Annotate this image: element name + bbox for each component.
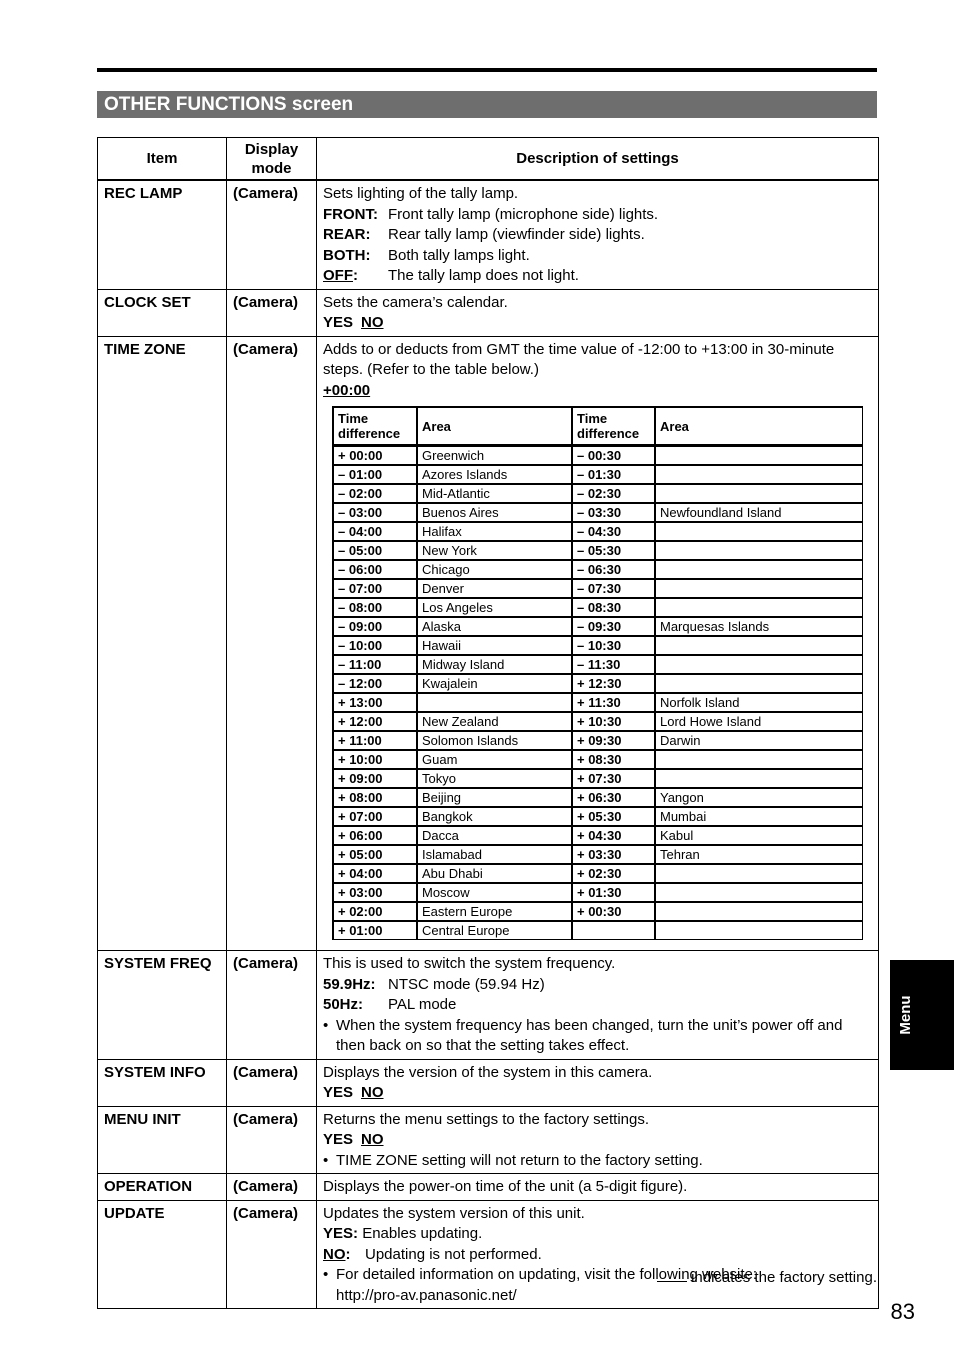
tz-area: Bangkok — [417, 807, 572, 826]
tz-time-difference: + 03:00 — [333, 883, 417, 902]
tz-header-time-difference: Time difference — [333, 407, 417, 446]
option-59-9hz: 59.9Hz: NTSC mode (59.94 Hz) — [323, 975, 545, 993]
tz-time-difference: – 11:30 — [572, 655, 655, 674]
description-text: This is used to switch the system frequency. — [323, 955, 616, 972]
tz-row — [333, 845, 862, 864]
tz-area: Islamabad — [417, 845, 572, 864]
row-system-freq — [98, 951, 879, 1060]
tz-row — [333, 636, 862, 655]
description — [317, 1200, 879, 1309]
tz-row — [333, 465, 862, 484]
tz-time-difference: – 11:00 — [333, 655, 417, 674]
option-off: OFF: The tally lamp does not light. — [323, 267, 579, 284]
top-rule — [97, 68, 877, 72]
tz-time-difference: – 10:30 — [572, 636, 655, 655]
item-label: REC LAMP — [98, 180, 227, 289]
tz-area: Marquesas Islands — [655, 617, 862, 636]
tz-time-difference: + 07:30 — [572, 769, 655, 788]
tz-area: Newfoundland Island — [655, 503, 862, 522]
time-zone-table — [332, 406, 863, 940]
tz-time-difference: + 02:00 — [333, 902, 417, 921]
tz-time-difference: + 07:00 — [333, 807, 417, 826]
tz-time-difference: + 06:00 — [333, 826, 417, 845]
tz-area: Mid-Atlantic — [417, 484, 572, 503]
tz-time-difference: + 08:30 — [572, 750, 655, 769]
row-system-info — [98, 1059, 879, 1106]
tz-area: Alaska — [417, 617, 572, 636]
tz-area: Yangon — [655, 788, 862, 807]
tz-area: Kwajalein — [417, 674, 572, 693]
page-number: 83 — [890, 1299, 915, 1324]
tz-area: Los Angeles — [417, 598, 572, 617]
tz-time-difference: – 05:00 — [333, 541, 417, 560]
tz-row — [333, 484, 862, 503]
display-mode: (Camera) — [227, 336, 317, 951]
tz-area — [655, 921, 862, 939]
tz-time-difference: + 10:30 — [572, 712, 655, 731]
tz-area — [655, 446, 862, 465]
tz-area — [655, 598, 862, 617]
tz-area: Greenwich — [417, 446, 572, 465]
tz-area: Chicago — [417, 560, 572, 579]
tz-time-difference: + 06:30 — [572, 788, 655, 807]
tz-time-difference: + 01:00 — [333, 921, 417, 939]
row-menu-init — [98, 1106, 879, 1174]
item-label: MENU INIT — [98, 1106, 227, 1174]
website-link[interactable]: http://pro-av.panasonic.net/ — [336, 1286, 517, 1304]
tz-time-difference: + 13:00 — [333, 693, 417, 712]
tz-row — [333, 807, 862, 826]
tz-area: New York — [417, 541, 572, 560]
description — [317, 289, 879, 336]
tz-time-difference: – 06:30 — [572, 560, 655, 579]
description — [317, 180, 879, 289]
tz-time-difference: – 07:00 — [333, 579, 417, 598]
description-text: Displays the version of the system in this camera. — [323, 1063, 653, 1081]
tz-area: Lord Howe Island — [655, 712, 862, 731]
tz-time-difference: + 04:00 — [333, 864, 417, 883]
tz-area — [655, 560, 862, 579]
tz-row — [333, 522, 862, 541]
tz-row — [333, 503, 862, 522]
tz-area: Darwin — [655, 731, 862, 750]
option-50hz: 50Hz: PAL mode — [323, 996, 457, 1013]
tz-area — [655, 750, 862, 769]
tz-time-difference: + 08:00 — [333, 788, 417, 807]
tz-area: Buenos Aires — [417, 503, 572, 522]
tz-time-difference: + 04:30 — [572, 826, 655, 845]
tz-time-difference: – 04:30 — [572, 522, 655, 541]
tz-time-difference: + 01:30 — [572, 883, 655, 902]
row-rec-lamp — [98, 180, 879, 289]
default-value: +00:00 — [323, 381, 371, 399]
tz-time-difference: + 10:00 — [333, 750, 417, 769]
tz-area: Central Europe — [417, 921, 572, 939]
underline-sample — [657, 1268, 687, 1282]
item-label: SYSTEM FREQ — [98, 951, 227, 1060]
side-tab — [890, 960, 954, 1070]
tz-time-difference: + 09:30 — [572, 731, 655, 750]
note: • When the system frequency has been changed, turn the unit’s power off and then back on so that the setting takes effect. — [323, 1016, 843, 1054]
section-title: OTHER FUNCTIONS screen — [97, 91, 877, 118]
item-label: OPERATION — [98, 1174, 227, 1201]
side-tab-label: Menu — [897, 995, 914, 1035]
tz-time-difference: – 03:30 — [572, 503, 655, 522]
tz-row — [333, 750, 862, 769]
tz-area — [655, 864, 862, 883]
tz-area: Beijing — [417, 788, 572, 807]
tz-time-difference: – 04:00 — [333, 522, 417, 541]
tz-time-difference: + 02:30 — [572, 864, 655, 883]
tz-row — [333, 712, 862, 731]
description-text: Sets lighting of the tally lamp. — [323, 185, 519, 202]
tz-row — [333, 693, 862, 712]
tz-row — [333, 731, 862, 750]
description-text: Displays the power-on time of the unit (a 5-digit figure). — [323, 1178, 688, 1195]
tz-row — [333, 579, 862, 598]
tz-time-difference: – 07:30 — [572, 579, 655, 598]
tz-area: Azores Islands — [417, 465, 572, 484]
tz-area: Kabul — [655, 826, 862, 845]
tz-row — [333, 541, 862, 560]
tz-header-area: Area — [417, 407, 572, 446]
tz-row — [333, 674, 862, 693]
tz-area: Denver — [417, 579, 572, 598]
option-front: FRONT: Front tally lamp (microphone side) lights. — [323, 205, 659, 223]
tz-time-difference: + 09:00 — [333, 769, 417, 788]
tz-row — [333, 598, 862, 617]
tz-header-time-difference: Time difference — [572, 407, 655, 446]
tz-time-difference: + 11:00 — [333, 731, 417, 750]
description-text: Returns the menu settings to the factory settings. — [323, 1110, 650, 1128]
option-yes: YES: Enables updating. — [323, 1225, 483, 1242]
description — [317, 336, 879, 951]
display-mode: (Camera) — [227, 1174, 317, 1201]
header-description: Description of settings — [317, 138, 879, 181]
tz-area — [655, 655, 862, 674]
tz-area: Midway Island — [417, 655, 572, 674]
tz-area — [655, 902, 862, 921]
header-row — [98, 138, 879, 181]
tz-row — [333, 826, 862, 845]
tz-time-difference: – 01:00 — [333, 465, 417, 484]
tz-row — [333, 655, 862, 674]
display-mode: (Camera) — [227, 1200, 317, 1309]
description-text: Adds to or deducts from GMT the time value of -12:00 to +13:00 in 30-minute steps. (Refer to the table below.) — [323, 340, 835, 378]
tz-time-difference: + 03:30 — [572, 845, 655, 864]
tz-area: Abu Dhabi — [417, 864, 572, 883]
tz-header-area: Area — [655, 407, 862, 446]
tz-area: Eastern Europe — [417, 902, 572, 921]
tz-area — [655, 579, 862, 598]
description-text: Updates the system version of this unit. — [323, 1204, 585, 1222]
tz-time-difference: + 05:30 — [572, 807, 655, 826]
description — [317, 1059, 879, 1106]
yes-no-options: YES NO — [323, 314, 384, 331]
header-display-mode: Display mode — [227, 138, 317, 181]
tz-row — [333, 864, 862, 883]
option-no: NO: Updating is not performed. — [323, 1245, 542, 1263]
tz-area — [655, 769, 862, 788]
row-time-zone — [98, 336, 879, 951]
tz-row — [333, 617, 862, 636]
row-operation — [98, 1174, 879, 1201]
tz-area: Tokyo — [417, 769, 572, 788]
header-item: Item — [98, 138, 227, 181]
yes-no-options: YES NO — [323, 1131, 384, 1148]
tz-row — [333, 921, 862, 939]
tz-time-difference: + 12:30 — [572, 674, 655, 693]
tz-time-difference: – 08:00 — [333, 598, 417, 617]
tz-time-difference: – 02:00 — [333, 484, 417, 503]
tz-area: Halifax — [417, 522, 572, 541]
tz-time-difference: + 11:30 — [572, 693, 655, 712]
row-update — [98, 1200, 879, 1309]
tz-time-difference: – 10:00 — [333, 636, 417, 655]
tz-time-difference: – 06:00 — [333, 560, 417, 579]
tz-time-difference: + 12:00 — [333, 712, 417, 731]
tz-area — [655, 883, 862, 902]
option-both: BOTH: Both tally lamps light. — [323, 246, 530, 264]
tz-time-difference: – 08:30 — [572, 598, 655, 617]
tz-area — [417, 693, 572, 712]
tz-area — [655, 522, 862, 541]
tz-time-difference: – 09:00 — [333, 617, 417, 636]
item-label: CLOCK SET — [98, 289, 227, 336]
description — [317, 951, 879, 1060]
note: • TIME ZONE setting will not return to the factory setting. — [323, 1151, 703, 1169]
tz-area — [655, 674, 862, 693]
tz-time-difference: + 00:30 — [572, 902, 655, 921]
tz-time-difference — [572, 921, 655, 939]
settings-table — [97, 137, 879, 1309]
tz-area: Dacca — [417, 826, 572, 845]
tz-row — [333, 883, 862, 902]
tz-area: Tehran — [655, 845, 862, 864]
description — [317, 1174, 879, 1201]
option-rear: REAR: Rear tally lamp (viewfinder side) lights. — [323, 226, 645, 243]
tz-area: Moscow — [417, 883, 572, 902]
tz-row — [333, 769, 862, 788]
tz-area: Hawaii — [417, 636, 572, 655]
tz-time-difference: + 00:00 — [333, 446, 417, 465]
display-mode: (Camera) — [227, 1106, 317, 1174]
tz-row — [333, 446, 862, 465]
display-mode: (Camera) — [227, 1059, 317, 1106]
item-label: SYSTEM INFO — [98, 1059, 227, 1106]
tz-area — [655, 541, 862, 560]
tz-row — [333, 560, 862, 579]
tz-header-row — [333, 407, 862, 446]
tz-area — [655, 465, 862, 484]
tz-time-difference: – 09:30 — [572, 617, 655, 636]
tz-area — [655, 484, 862, 503]
description-text: Sets the camera’s calendar. — [323, 293, 508, 311]
tz-time-difference: – 01:30 — [572, 465, 655, 484]
item-label: UPDATE — [98, 1200, 227, 1309]
display-mode: (Camera) — [227, 951, 317, 1060]
display-mode: (Camera) — [227, 180, 317, 289]
item-label: TIME ZONE — [98, 336, 227, 951]
tz-body — [333, 446, 862, 939]
yes-no-options: YES NO — [323, 1084, 384, 1101]
tz-row — [333, 902, 862, 921]
row-clock-set — [98, 289, 879, 336]
tz-area: Solomon Islands — [417, 731, 572, 750]
tz-time-difference: – 05:30 — [572, 541, 655, 560]
tz-row — [333, 788, 862, 807]
tz-time-difference: – 02:30 — [572, 484, 655, 503]
tz-area: Norfolk Island — [655, 693, 862, 712]
tz-time-difference: – 12:00 — [333, 674, 417, 693]
tz-area — [655, 636, 862, 655]
factory-setting-footnote: indicates the factory setting. — [600, 1268, 877, 1286]
tz-time-difference: + 05:00 — [333, 845, 417, 864]
tz-area: New Zealand — [417, 712, 572, 731]
note: • For detailed information on updating, visit the following website: http://pro-av.panasonic.net/ — [323, 1266, 758, 1304]
tz-time-difference: – 00:30 — [572, 446, 655, 465]
description — [317, 1106, 879, 1174]
tz-area: Mumbai — [655, 807, 862, 826]
display-mode: (Camera) — [227, 289, 317, 336]
tz-area: Guam — [417, 750, 572, 769]
tz-time-difference: – 03:00 — [333, 503, 417, 522]
